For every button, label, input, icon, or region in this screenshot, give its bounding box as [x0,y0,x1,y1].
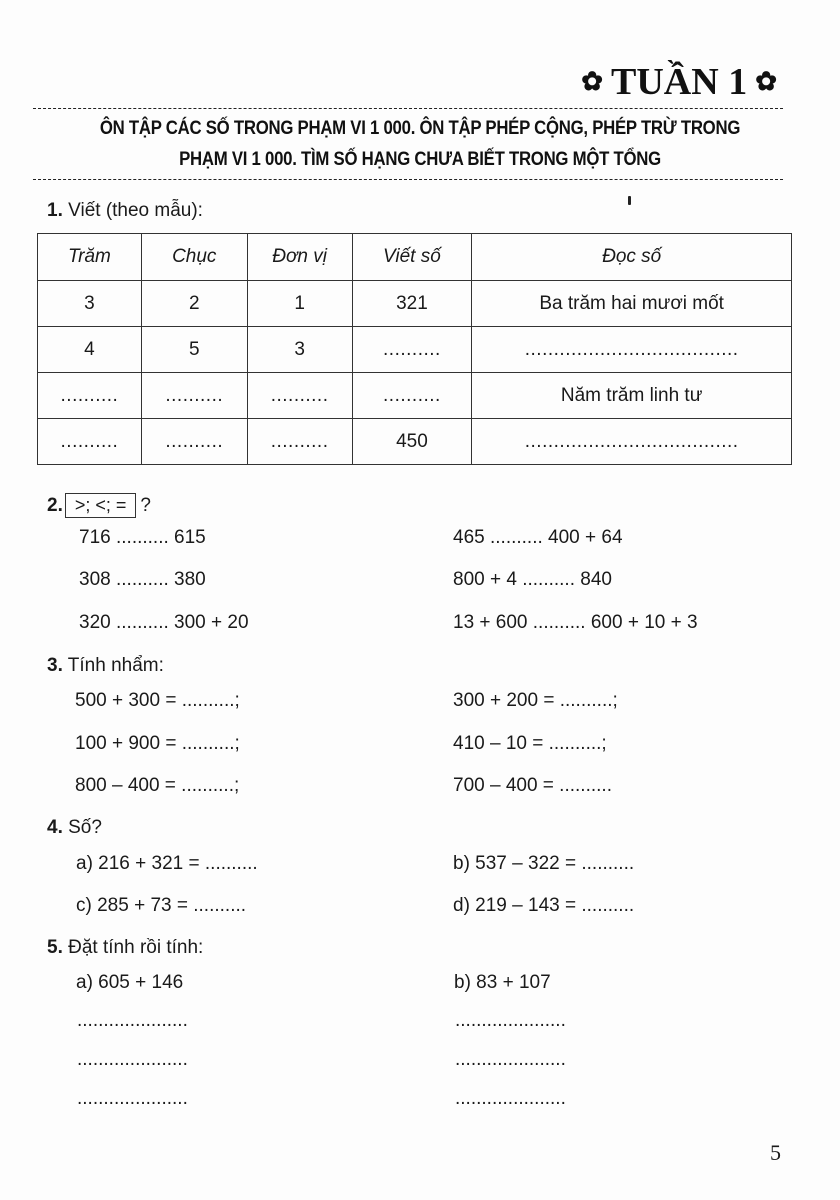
divider [33,179,783,180]
exercise-5-title [47,937,203,959]
column-header: Đơn vị [247,234,352,281]
calculation-item[interactable]: c) 285 + 73 = .......... [76,895,247,916]
flower-icon: ✿ [755,67,777,96]
exercise-instruction: Đặt tính rồi tính: [62,937,204,958]
mental-math-item[interactable]: 700 – 400 = .......... [453,775,612,796]
exercise-number: 2. [47,495,63,516]
exercise-number: 3. [47,655,63,676]
table-row [38,419,792,465]
mental-math-item[interactable]: 800 – 400 = ..........; [75,775,240,796]
exercise-instruction: Viết (theo mẫu): [62,200,203,221]
table-cell: 3 [38,281,142,327]
exercise-number: 1. [47,200,63,221]
table-cell: 2 [141,281,247,327]
exercise-instruction: Số? [62,817,102,838]
answer-blank[interactable]: .......... [352,327,472,373]
answer-line[interactable]: ..................... [455,1049,566,1070]
calculation-item[interactable]: b) 537 – 322 = .......... [453,853,635,874]
exercise-number: 5. [47,937,63,958]
compare-item[interactable]: 800 + 4 .......... 840 [453,569,612,590]
table-header-row [38,234,792,281]
column-header: Chục [141,234,247,281]
page-number: 5 [770,1140,781,1165]
lesson-heading-line-1: ÔN TẬP CÁC SỐ TRONG PHẠM VI 1 000. ÔN TẬP PHÉP CỘNG, PHÉP TRỪ TRONG [99,117,741,139]
column-header: Đọc số [472,234,792,281]
answer-blank[interactable]: .......... [247,419,352,465]
mental-math-item[interactable]: 410 – 10 = ..........; [453,733,607,754]
table-row [38,373,792,419]
compare-item[interactable]: 13 + 600 .......... 600 + 10 + 3 [453,612,698,633]
exercise-2-title [47,493,151,518]
divider [33,108,783,109]
answer-line[interactable]: ..................... [77,1010,188,1031]
table-cell: 3 [247,327,352,373]
flower-icon: ✿ [581,67,604,96]
answer-blank[interactable]: .......... [141,419,247,465]
table-cell: Ba trăm hai mươi mốt [472,281,792,327]
column-calc-problem-b: b) 83 + 107 [454,972,551,993]
compare-item[interactable]: 320 .......... 300 + 20 [79,612,249,633]
mental-math-item[interactable]: 500 + 300 = ..........; [75,690,240,711]
table-cell: 4 [38,327,142,373]
table-row [38,281,792,327]
question-mark: ? [140,495,151,516]
place-value-table [37,233,792,465]
mental-math-item[interactable]: 300 + 200 = ..........; [453,690,618,711]
answer-line[interactable]: ..................... [455,1088,566,1109]
answer-blank[interactable]: .......... [141,373,247,419]
answer-blank[interactable]: ..................................... [472,327,792,373]
week-title [555,58,785,106]
answer-blank[interactable]: .......... [352,373,472,419]
answer-blank[interactable]: .......... [247,373,352,419]
table-row [38,327,792,373]
lesson-heading-line-2: PHẠM VI 1 000. TÌM SỐ HẠNG CHƯA BIẾT TRONG MỘT TỔNG [179,148,661,170]
exercise-instruction: Tính nhẩm: [62,655,164,676]
answer-line[interactable]: ..................... [455,1010,566,1031]
column-calc-problem-a: a) 605 + 146 [76,972,184,993]
column-header: Viết số [352,234,472,281]
exercise-number: 4. [47,817,63,838]
week-label: TUẦN 1 [611,61,748,103]
exercise-4-title [47,817,102,839]
answer-blank[interactable]: .......... [38,419,142,465]
exercise-1-title [47,200,203,222]
exercise-3-title [47,655,164,677]
answer-line[interactable]: ..................... [77,1088,188,1109]
calculation-item[interactable]: a) 216 + 321 = .......... [76,853,258,874]
ink-speck [628,196,631,205]
answer-line[interactable]: ..................... [77,1049,188,1070]
mental-math-item[interactable]: 100 + 900 = ..........; [75,733,240,754]
table-cell: Năm trăm linh tư [472,373,792,419]
answer-blank[interactable]: ..................................... [472,419,792,465]
answer-blank[interactable]: .......... [38,373,142,419]
calculation-item[interactable]: d) 219 – 143 = .......... [453,895,635,916]
compare-item[interactable]: 465 .......... 400 + 64 [453,527,623,548]
column-header: Trăm [38,234,142,281]
compare-item[interactable]: 716 .......... 615 [79,527,206,548]
compare-item[interactable]: 308 .......... 380 [79,569,206,590]
table-cell: 5 [141,327,247,373]
table-cell: 321 [352,281,472,327]
table-cell: 1 [247,281,352,327]
table-cell: 450 [352,419,472,465]
comparison-symbols-box: >; <; = [65,493,137,518]
